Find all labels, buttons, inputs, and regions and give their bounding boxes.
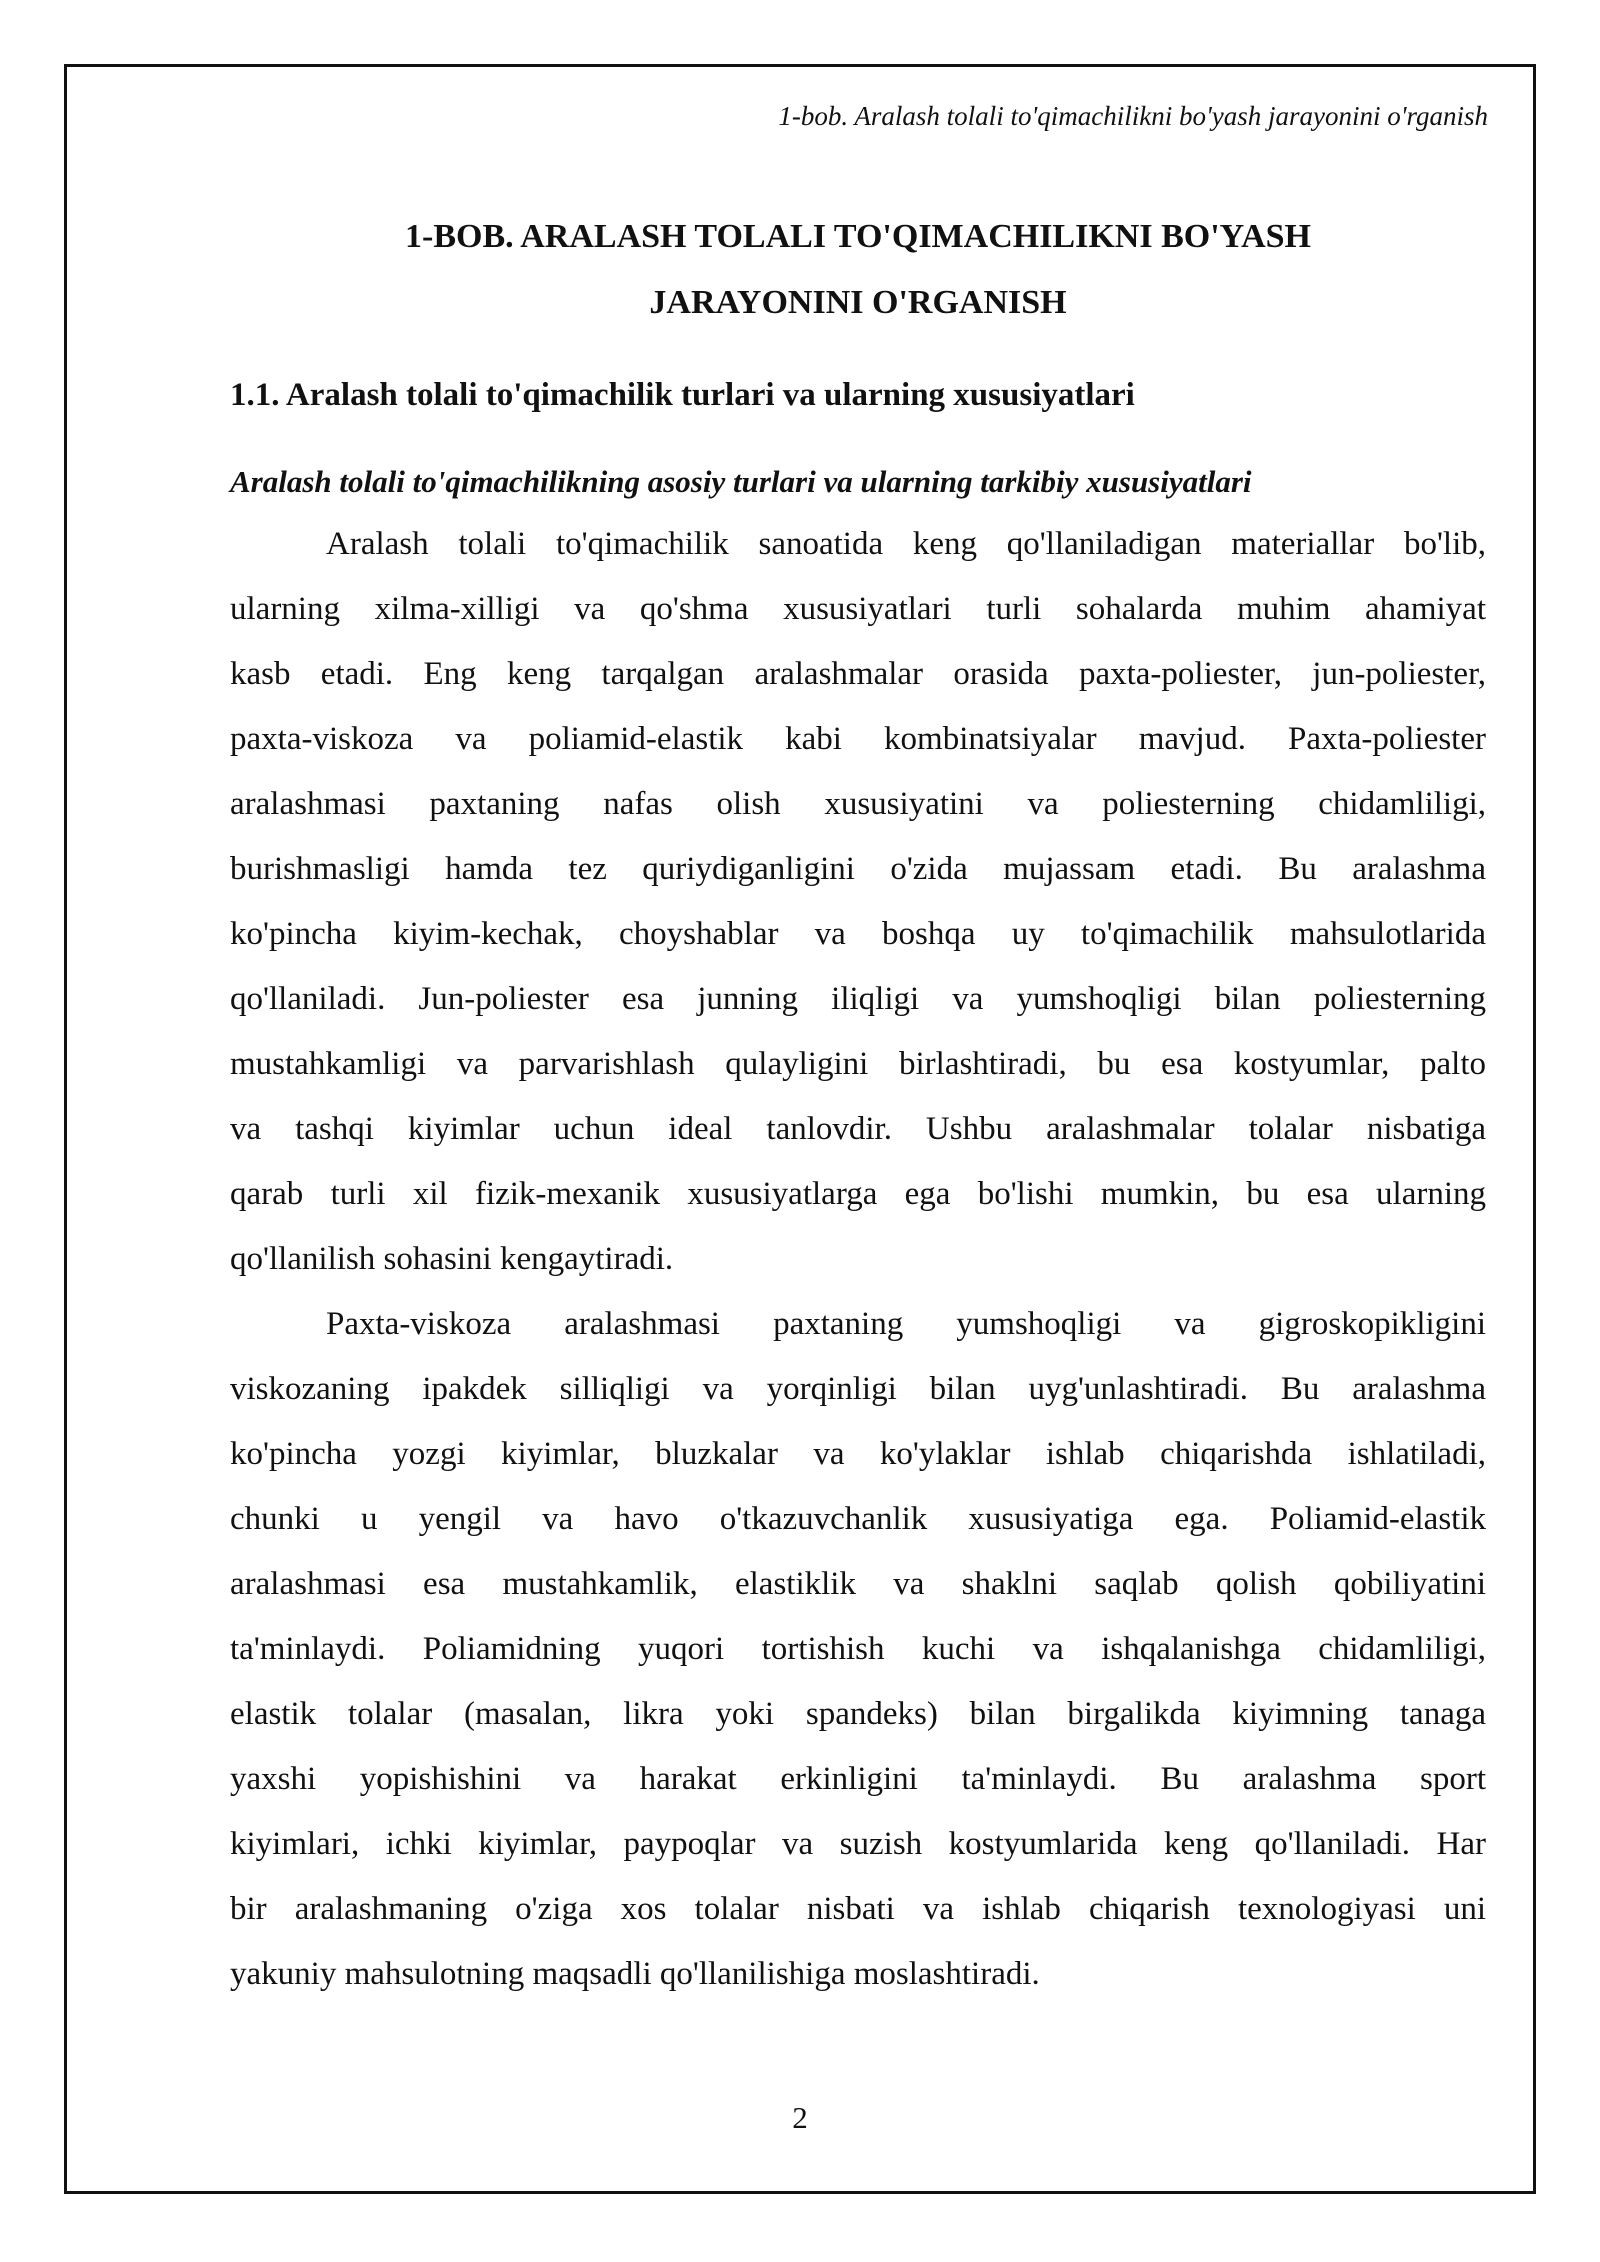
chapter-title-line: JARAYONINI O'RGANISH [649, 284, 1067, 321]
paragraph-line: qarab turli xil fizik-mexanik xususiyatlarga ega bo'lishi mumkin, bu esa ularning [230, 1176, 1486, 1212]
paragraph-line: aralashmasi paxtaning nafas olish xususiyatini va poliesterning chidamliligi, [230, 786, 1486, 822]
paragraph-line: kiyimlari, ichki kiyimlar, paypoqlar va suzish kostyumlarida keng qo'llaniladi. Har [230, 1826, 1486, 1862]
chapter-title-line: 1-BOB. ARALASH TOLALI TO'QIMACHILIKNI BO'YASH [405, 218, 1311, 255]
paragraph-line: ko'pincha kiyim-kechak, choyshablar va boshqa uy to'qimachilik mahsulotlarida [230, 916, 1486, 952]
chapter-title [230, 204, 1486, 336]
paragraph-line: ko'pincha yozgi kiyimlar, bluzkalar va ko'ylaklar ishlab chiqarishda ishlatiladi, [230, 1436, 1486, 1472]
body-paragraph [230, 512, 1486, 1292]
paragraph-line: Paxta-viskoza aralashmasi paxtaning yumshoqligi va gigroskopikligini [326, 1306, 1486, 1342]
page-content [230, 204, 1486, 2007]
body-paragraph [230, 1292, 1486, 2007]
paragraph-line: Aralash tolali to'qimachilik sanoatida keng qo'llaniladigan materiallar bo'lib, [326, 526, 1486, 562]
paragraph-line: burishmasligi hamda tez quriydiganligini o'zida mujassam etadi. Bu aralashma [230, 851, 1486, 887]
paragraph-line: ularning xilma-xilligi va qo'shma xususiyatlari turli sohalarda muhim ahamiyat [230, 591, 1486, 627]
paragraph-line: va tashqi kiyimlar uchun ideal tanlovdir. Ushbu aralashmalar tolalar nisbatiga [230, 1111, 1486, 1147]
subsection-title: Aralash tolali to'qimachilikning asosiy turlari va ularning tarkibiy xususiyatlari [230, 464, 1252, 499]
paragraph-line: qo'llanilish sohasini kengaytiradi. [230, 1241, 674, 1277]
paragraph-line: qo'llaniladi. Jun-poliester esa junning iliqligi va yumshoqligi bilan poliesterning [230, 981, 1486, 1017]
section-title: 1.1. Aralash tolali to'qimachilik turlari va ularning xususiyatlari [230, 377, 1135, 413]
page-number: 2 [792, 2100, 808, 2135]
paragraph-line: ta'minlaydi. Poliamidning yuqori tortishish kuchi va ishqalanishga chidamliligi, [230, 1631, 1486, 1667]
paragraph-line: elastik tolalar (masalan, likra yoki spandeks) bilan birgalikda kiyimning tanaga [230, 1696, 1486, 1732]
running-header: 1-bob. Aralash tolali to'qimachilikni bo'yash jarayonini o'rganish [778, 101, 1488, 131]
paragraph-line: mustahkamligi va parvarishlash qulayligini birlashtiradi, bu esa kostyumlar, palto [230, 1046, 1486, 1082]
body-text [230, 512, 1486, 2007]
paragraph-line: viskozaning ipakdek silliqligi va yorqinligi bilan uyg'unlashtiradi. Bu aralashma [230, 1371, 1486, 1407]
paragraph-line: bir aralashmaning o'ziga xos tolalar nisbati va ishlab chiqarish texnologiyasi uni [230, 1891, 1486, 1927]
paragraph-line: yakuniy mahsulotning maqsadli qo'llanilishiga moslashtiradi. [230, 1956, 1040, 1992]
paragraph-line: aralashmasi esa mustahkamlik, elastiklik va shaklni saqlab qolish qobiliyatini [230, 1566, 1486, 1602]
paragraph-line: yaxshi yopishishini va harakat erkinligini ta'minlaydi. Bu aralashma sport [230, 1761, 1486, 1797]
paragraph-line: paxta-viskoza va poliamid-elastik kabi kombinatsiyalar mavjud. Paxta-poliester [230, 721, 1486, 757]
paragraph-line: kasb etadi. Eng keng tarqalgan aralashmalar orasida paxta-poliester, jun-poliester, [230, 656, 1486, 692]
paragraph-line: chunki u yengil va havo o'tkazuvchanlik xususiyatiga ega. Poliamid-elastik [230, 1501, 1486, 1537]
